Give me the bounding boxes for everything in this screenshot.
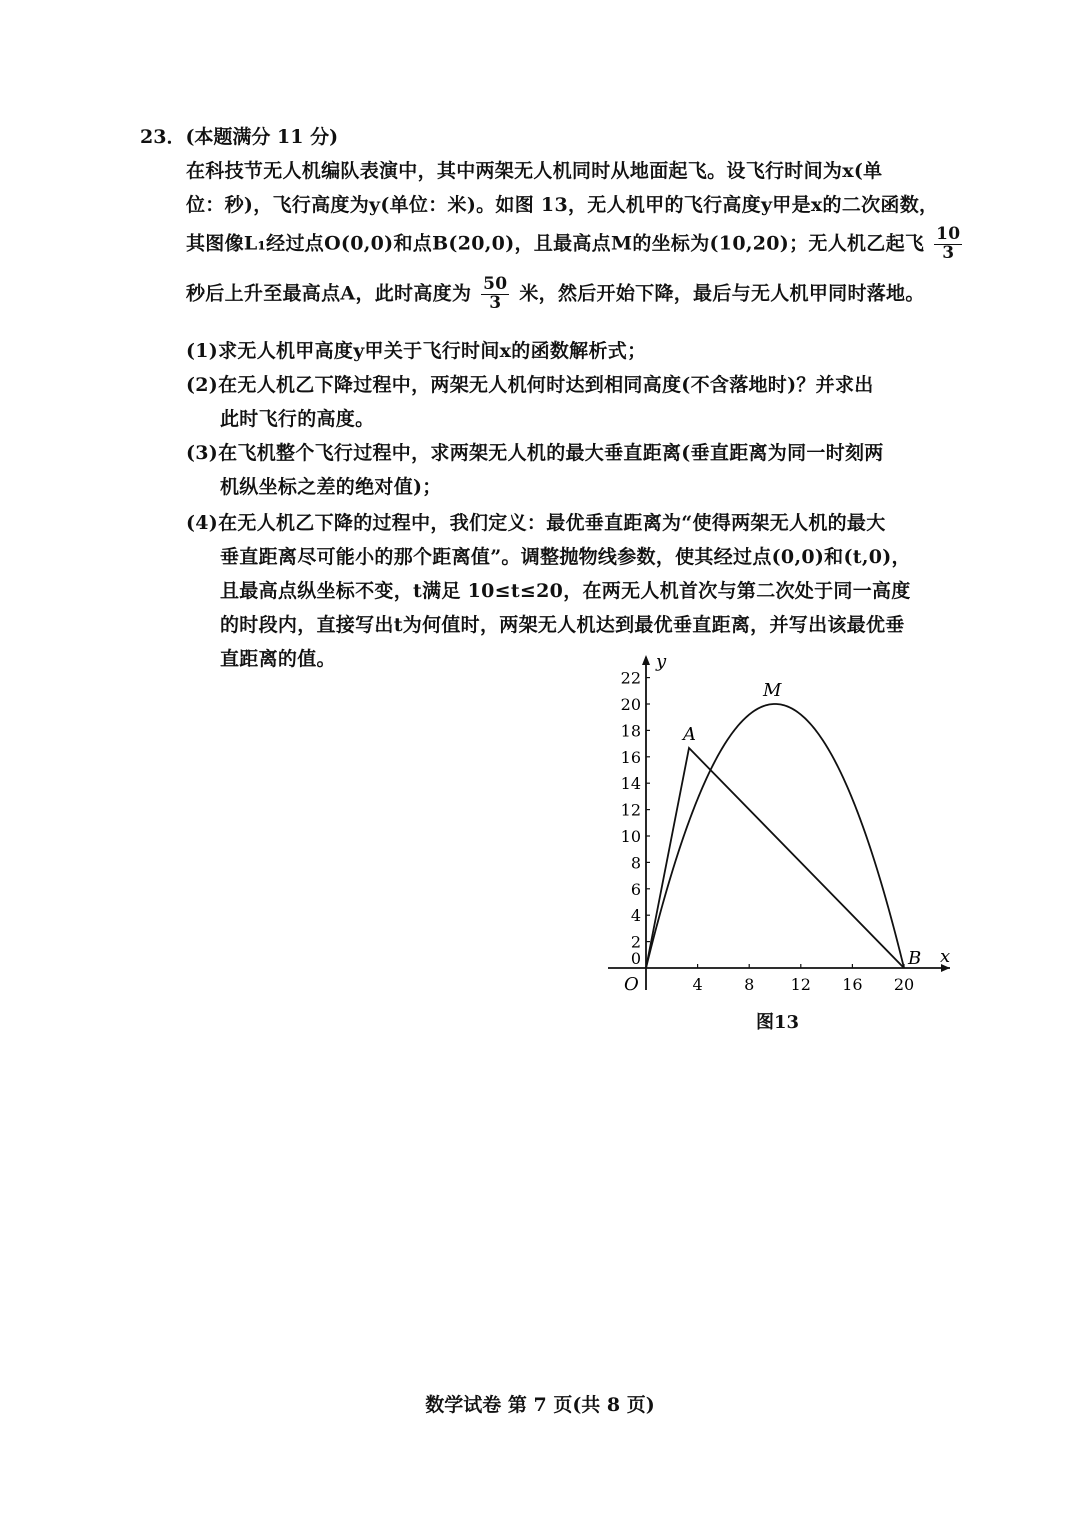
origin-label: O [624,974,639,995]
part-3-line-2: 机纵坐标之差的绝对值)； [220,476,442,498]
point-label-B: B [908,948,922,969]
x-axis-label: x [940,946,951,967]
fraction-numerator: 50 [483,274,508,294]
part-3-line-1: (3)在飞机整个飞行过程中，求两架无人机的最大垂直距离(垂直距离为同一时刻两 [186,442,884,464]
part-4-line-3: 且最高点纵坐标不变，t满足 10≤t≤20，在两无人机首次与第二次处于同一高度 [220,580,911,602]
figure-caption: 图13 [756,1012,800,1033]
polyline-yi [646,748,904,968]
intro-line-1: 在科技节无人机编队表演中，其中两架无人机同时从地面起飞。设飞行时间为x(单 [186,160,883,182]
y-tick-label: 2 [630,932,641,952]
point-label-A: A [682,723,696,745]
part-2-line-1: (2)在无人机乙下降过程中，两架无人机何时达到相同高度(不含落地时)？并求出 [186,374,874,396]
fraction-numerator: 10 [936,224,961,244]
y-tick-label: 6 [630,879,641,899]
y-tick-label: 14 [620,774,641,794]
fraction-denominator: 3 [942,242,955,263]
x-tick-label: 20 [893,975,915,994]
intro-line-4b: 米，然后开始下降，最后与无人机甲同时落地。 [519,282,925,305]
y-tick-label: 22 [620,668,641,688]
page-footer: 数学试卷 第 7 页(共 8 页) [425,1394,655,1416]
y-axis-label: y [656,651,667,672]
part-1-line-1: (1)求无人机甲高度y甲关于飞行时间x的函数解析式； [186,340,647,362]
part-4-line-5: 直距离的值。 [220,648,336,670]
y-tick-label: 4 [630,906,641,926]
intro-line-4a: 秒后上升至最高点A，此时高度为 [186,282,472,305]
intro-line-4 [186,276,925,313]
part-4-line-1: (4)在无人机乙下降的过程中，我们定义：最优垂直距离为“使得两架无人机的最大 [186,512,886,534]
y-tick-label: 8 [630,853,641,873]
y-tick-label: 16 [620,747,641,767]
y-tick-label: 12 [620,800,641,820]
y-tick-label: 18 [620,721,641,741]
y-tick-label: 20 [620,695,641,714]
fraction-10-3 [934,226,962,263]
question-number: 23．(本题满分 11 分) [140,126,339,148]
y-tick-label: 0 [630,949,641,968]
fraction-denominator: 3 [489,292,502,313]
intro-line-2: 位：秒)，飞行高度为y(单位：米)。如图 13，无人机甲的飞行高度y甲是x的二次函数， [186,194,939,216]
part-4-line-4: 的时段内，直接写出t为何值时，两架无人机达到最优垂直距离，并写出该最优垂 [220,614,905,636]
point-label-M: M [763,680,782,701]
y-tick-label: 10 [620,827,641,846]
intro-line-3-text: 其图像L₁经过点O(0,0)和点B(20,0)，且最高点M的坐标为(10,20)；无人机乙起飞 [186,232,925,255]
y-axis-arrow [642,655,650,665]
x-tick-label: 8 [744,975,755,994]
fraction-50-3 [481,276,509,313]
x-tick-label: 16 [842,975,863,994]
figure-13-chart [600,645,980,1005]
x-tick-label: 12 [790,975,811,994]
x-tick-label: 4 [692,975,703,994]
part-4-line-2: 垂直距离尽可能小的那个距离值”。调整抛物线参数，使其经过点(0,0)和(t,0)， [220,546,911,568]
part-2-line-2: 此时飞行的高度。 [220,408,375,430]
intro-line-3 [186,226,965,263]
